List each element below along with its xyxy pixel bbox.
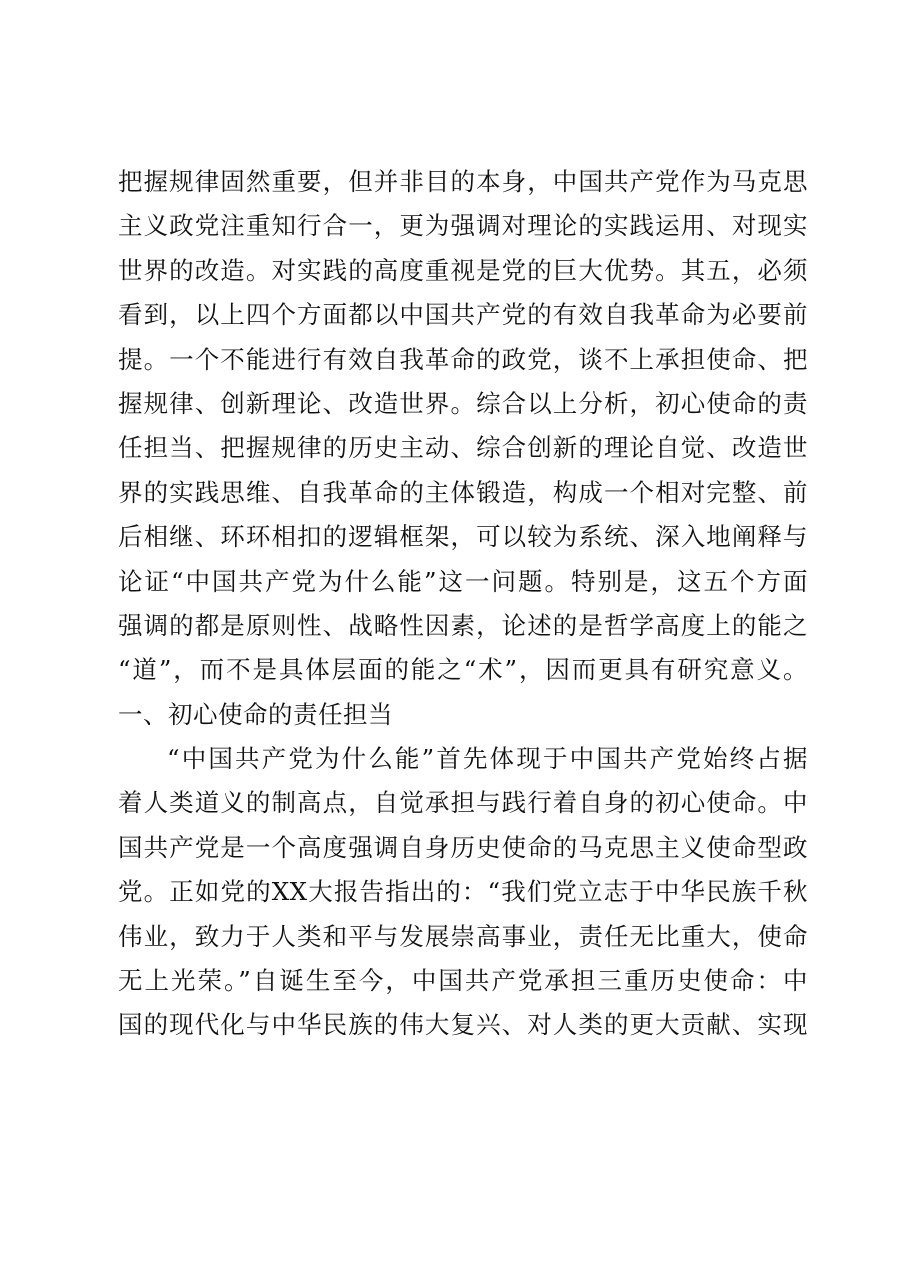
text-line: 国共产党是一个高度强调自身历史使命的马克思主义使命型政 [118, 832, 808, 862]
section-heading: 一、初心使命的责任担当 [118, 699, 393, 729]
text-line: “中国共产党为什么能”首先体现于中国共产党始终占据 [167, 744, 808, 774]
text-line: 论证“中国共产党为什么能”这一问题。特别是，这五个方面 [118, 566, 808, 596]
text-line: 伟业，致力于人类和平与发展崇高事业，责任无比重大，使命 [118, 921, 808, 951]
text-line: 看到，以上四个方面都以中国共产党的有效自我革命为必要前 [118, 300, 808, 330]
text-line: 着人类道义的制高点，自觉承担与践行着自身的初心使命。中 [118, 788, 808, 818]
text-line: “道”，而不是具体层面的能之“术”，因而更具有研究意义。 [118, 655, 808, 685]
text-line: 主义政党注重知行合一，更为强调对理论的实践运用、对现实 [118, 211, 808, 241]
text-line: 无上光荣。”自诞生至今，中国共产党承担三重历史使命：中 [118, 966, 808, 996]
text-line: 国的现代化与中华民族的伟大复兴、对人类的更大贡献、实现 [118, 1010, 808, 1040]
text-line: 把握规律固然重要，但并非目的本身，中国共产党作为马克思 [118, 167, 808, 196]
text-line: 后相继、环环相扣的逻辑框架，可以较为系统、深入地阐释与 [118, 522, 808, 552]
text-line: 提。一个不能进行有效自我革命的政党，谈不上承担使命、把 [118, 344, 808, 374]
text-line: 握规律、创新理论、改造世界。综合以上分析，初心使命的责 [118, 388, 808, 418]
text-line: 任担当、把握规律的历史主动、综合创新的理论自觉、改造世 [118, 433, 808, 463]
body-text [118, 160, 808, 1048]
text-line: 世界的改造。对实践的高度重视是党的巨大优势。其五，必须 [118, 255, 808, 285]
text-line: 强调的都是原则性、战略性因素，论述的是哲学高度上的能之 [118, 610, 808, 640]
text-line: 界的实践思维、自我革命的主体锻造，构成一个相对完整、前 [118, 477, 808, 507]
text-line: 党。正如党的XX大报告指出的：“我们党立志于中华民族千秋 [118, 877, 808, 907]
